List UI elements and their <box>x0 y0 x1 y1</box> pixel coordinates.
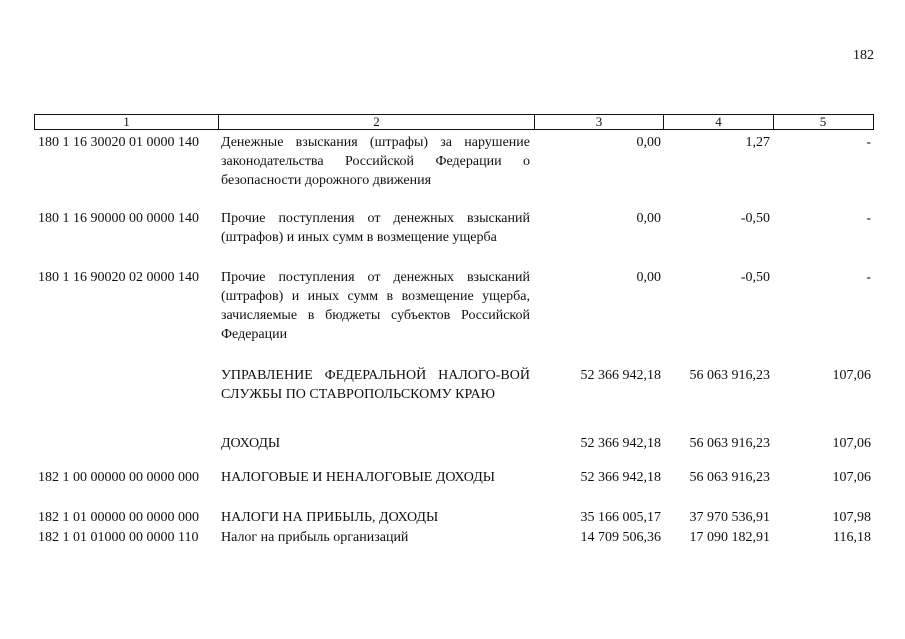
col5-value: - <box>866 135 871 150</box>
col3-value: 0,00 <box>636 211 661 226</box>
row-description: Прочие поступления от денежных взысканий (штрафов) и иных сумм в возмещение ущерба <box>221 211 530 245</box>
table-header <box>34 114 874 130</box>
budget-code: 180 1 16 90020 02 0000 140 <box>38 270 199 285</box>
header-col-4: 4 <box>664 115 774 129</box>
col4-value: -0,50 <box>740 211 770 226</box>
header-col-2: 2 <box>219 115 535 129</box>
col5-value: - <box>866 211 871 226</box>
col4-value: 56 063 916,23 <box>689 368 770 383</box>
row-description: Налог на прибыль организаций <box>221 530 409 545</box>
col5-value: 107,06 <box>832 368 871 383</box>
col3-value: 52 366 942,18 <box>580 470 661 485</box>
col5-value: 107,06 <box>832 470 871 485</box>
col5-value: 116,18 <box>833 530 871 545</box>
col3-value: 52 366 942,18 <box>580 368 661 383</box>
row-description: УПРАВЛЕНИЕ ФЕДЕРАЛЬНОЙ НАЛОГО-ВОЙ СЛУЖБЫ ПО СТАВРОПОЛЬСКОМУ КРАЮ <box>221 368 530 402</box>
header-col-1: 1 <box>35 115 219 129</box>
budget-code: 182 1 00 00000 00 0000 000 <box>38 470 199 485</box>
col4-value: -0,50 <box>740 270 770 285</box>
header-col-3: 3 <box>535 115 664 129</box>
col3-value: 14 709 506,36 <box>580 530 661 545</box>
budget-code: 180 1 16 30020 01 0000 140 <box>38 135 199 150</box>
col3-value: 52 366 942,18 <box>580 436 661 451</box>
page-number: 182 <box>853 48 874 63</box>
col4-value: 1,27 <box>745 135 770 150</box>
col5-value: - <box>866 270 871 285</box>
row-description: НАЛОГОВЫЕ И НЕНАЛОГОВЫЕ ДОХОДЫ <box>221 470 495 485</box>
row-description: ДОХОДЫ <box>221 436 281 451</box>
col3-value: 0,00 <box>636 135 661 150</box>
col3-value: 35 166 005,17 <box>580 510 661 525</box>
col4-value: 17 090 182,91 <box>689 530 770 545</box>
col4-value: 37 970 536,91 <box>689 510 770 525</box>
row-description: НАЛОГИ НА ПРИБЫЛЬ, ДОХОДЫ <box>221 510 439 525</box>
budget-code: 180 1 16 90000 00 0000 140 <box>38 211 199 226</box>
row-description: Денежные взыскания (штрафы) за нарушение законодательства Российской Федерации о безопасности дорожного движения <box>221 135 530 188</box>
header-col-5: 5 <box>819 114 827 129</box>
col5-value: 107,98 <box>832 510 871 525</box>
col4-value: 56 063 916,23 <box>689 436 770 451</box>
budget-code: 182 1 01 00000 00 0000 000 <box>38 510 199 525</box>
row-description: Прочие поступления от денежных взысканий (штрафов) и иных сумм в возмещение ущерба, зачисляемые в бюджеты субъектов Российской Федерации <box>221 270 530 342</box>
col5-value: 107,06 <box>832 436 871 451</box>
col4-value: 56 063 916,23 <box>689 470 770 485</box>
budget-code: 182 1 01 01000 00 0000 110 <box>38 530 199 545</box>
col3-value: 0,00 <box>636 270 661 285</box>
